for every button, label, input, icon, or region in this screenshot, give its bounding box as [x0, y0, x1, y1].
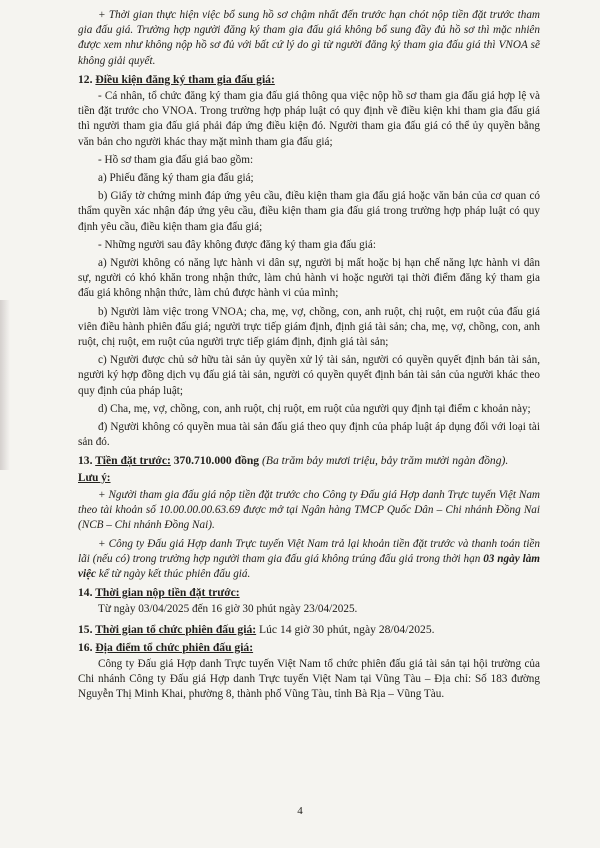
- section-12-title: Điều kiện đăng ký tham gia đấu giá:: [95, 72, 275, 86]
- page-number: 4: [297, 805, 303, 817]
- section-12-paragraph-2: - Hồ sơ tham gia đấu giá bao gồm:: [98, 153, 254, 166]
- section-13-heading: [78, 453, 540, 468]
- page-content: [78, 8, 540, 706]
- section-13-number: 13.: [78, 454, 93, 468]
- section-12-paragraph-7: b) Người làm việc trong VNOA; cha, mẹ, vợ, chồng, con, anh ruột, chị ruột, em ruột của đấu giá viên điều hành phiên đấu giá; người trực tiếp giám định, định giá tài sản; cha, mẹ, vợ, chồng, con, anh ruột, chị ruột, em ruột của người trực tiếp giám định, định giá tài sản;: [78, 305, 540, 349]
- scan-edge-shadow: [0, 300, 10, 470]
- section-16-number: 16.: [78, 640, 93, 654]
- section-16-title: Địa điểm tổ chức phiên đấu giá:: [95, 640, 254, 654]
- section-14-title: Thời gian nộp tiền đặt trước:: [95, 586, 240, 600]
- section-12-paragraph-6: a) Người không có năng lực hành vi dân sự, người bị mất hoặc bị hạn chế năng lực hành vi dân sự, người có khó khăn trong nhận thức, làm chủ hành vi hoặc người tại thời điểm đăng ký tham gia đấu giá không nhận thức, làm chủ được hành vi của mình;: [78, 257, 540, 300]
- section-14-text: Từ ngày 03/04/2025 đến 16 giờ 30 phút ngày 23/04/2025.: [98, 603, 358, 616]
- section-16-text: Công ty Đấu giá Hợp danh Trực tuyến Việt Nam tổ chức phiên đấu giá tài sản tại hội trường của Chi nhánh Công ty Đấu giá Hợp danh Trực tuyến Việt Nam tại Vũng Tàu – Địa chỉ: Số 183 đường Nguyễn Thị Minh Khai, phường 8, thành phố Vũng Tàu, tỉnh Bà Rịa – Vũng Tàu.: [78, 657, 540, 701]
- section-12-heading: [78, 72, 540, 87]
- note-2-text-c: kể từ ngày kết thúc phiên đấu giá.: [96, 567, 251, 580]
- section-14-number: 14.: [78, 586, 93, 600]
- section-12-paragraph-5: - Những người sau đây không được đăng ký tham gia đấu giá:: [98, 238, 376, 251]
- section-16-heading: [78, 640, 540, 655]
- section-12-paragraph-8: c) Người được chủ sở hữu tài sản ủy quyền xử lý tài sản, người có quyền quyết định bán tài sản, người ký hợp đồng dịch vụ đấu giá tài sản, người có quyền quyết định bán tài sản của người khác theo quy định của pháp luật;: [78, 354, 540, 397]
- section-14-heading: [78, 585, 540, 600]
- section-12-paragraph-1: - Cá nhân, tổ chức đăng ký tham gia đấu giá thông qua việc nộp hồ sơ tham gia đấu giá hợp lệ và tiền đặt trước cho VNOA. Trong trường hợp pháp luật có quy định về điều kiện khi tham gia đấu giá thì người tham gia đấu giá phải đáp ứng điều kiện đó. Người tham gia đấu giá có thể ủy quyền bằng văn bản cho người khác thay mặt mình tham gia đấu giá;: [78, 90, 540, 148]
- section-15-title: Thời gian tổ chức phiên đấu giá:: [95, 622, 257, 636]
- note-2-text-a: + Công ty Đấu giá Hợp danh Trực tuyến Việt Nam trả lại khoản tiền đặt trước và thanh toán tiền lãi (nếu có) trong trường hợp người tham gia đấu giá không trúng đấu giá trong thời hạn: [78, 537, 540, 565]
- section-12-number: 12.: [78, 72, 93, 86]
- section-15-text: Lúc 14 giờ 30 phút, ngày 28/04/2025.: [256, 622, 435, 636]
- deposit-amount: 370.710.000 đồng: [173, 454, 260, 468]
- note-1: + Người tham gia đấu giá nộp tiền đặt trước cho Công ty Đấu giá Hợp danh Trực tuyến Việt Nam theo tài khoản số 10.00.00.00.63.69 được mở tại Ngân hàng TMCP Quốc Dân – Chi nhánh Đồng Nai (NCB – Chi nhánh Đồng Nai).: [78, 488, 540, 532]
- section-12-paragraph-10: đ) Người không có quyền mua tài sản đấu giá theo quy định của pháp luật áp dụng đối với loại tài sản đó.: [78, 421, 540, 449]
- section-15-heading: [78, 622, 540, 637]
- section-12-paragraph-4: b) Giấy tờ chứng minh đáp ứng yêu cầu, điều kiện tham gia đấu giá hoặc văn bản của cơ quan có thẩm quyền xác nhận đáp ứng yêu cầu, điều kiện tham gia đấu giá trong trường hợp pháp luật có quy định yêu cầu, điều kiện tham gia đấu giá;: [78, 190, 540, 233]
- section-12-paragraph-3: a) Phiếu đăng ký tham gia đấu giá;: [98, 172, 254, 185]
- section-12-paragraph-9: d) Cha, mẹ, vợ, chồng, con, anh ruột, chị ruột, em ruột của người quy định tại điểm c khoản này;: [98, 402, 531, 415]
- deposit-amount-words: (Ba trăm bảy mươi triệu, bảy trăm mười ngàn đồng).: [262, 454, 509, 468]
- section-13-title: Tiền đặt trước:: [95, 454, 171, 468]
- note-2: [78, 537, 540, 583]
- intro-paragraph: + Thời gian thực hiện việc bổ sung hồ sơ chậm nhất đến trước hạn chót nộp tiền đặt trước tham gia đấu giá. Trường hợp người đăng ký tham gia đấu giá không bổ sung đầy đủ hồ sơ thì mặc nhiên được xem như không nộp hồ sơ đủ với bất cứ lý do gì từ người đăng ký tham gia đấu giá thì VNOA sẽ không giải quyết.: [78, 9, 540, 67]
- section-15-number: 15.: [78, 622, 93, 636]
- note-2-bold: 03 ngày làm việc: [78, 552, 540, 580]
- note-label: Lưu ý:: [78, 471, 111, 484]
